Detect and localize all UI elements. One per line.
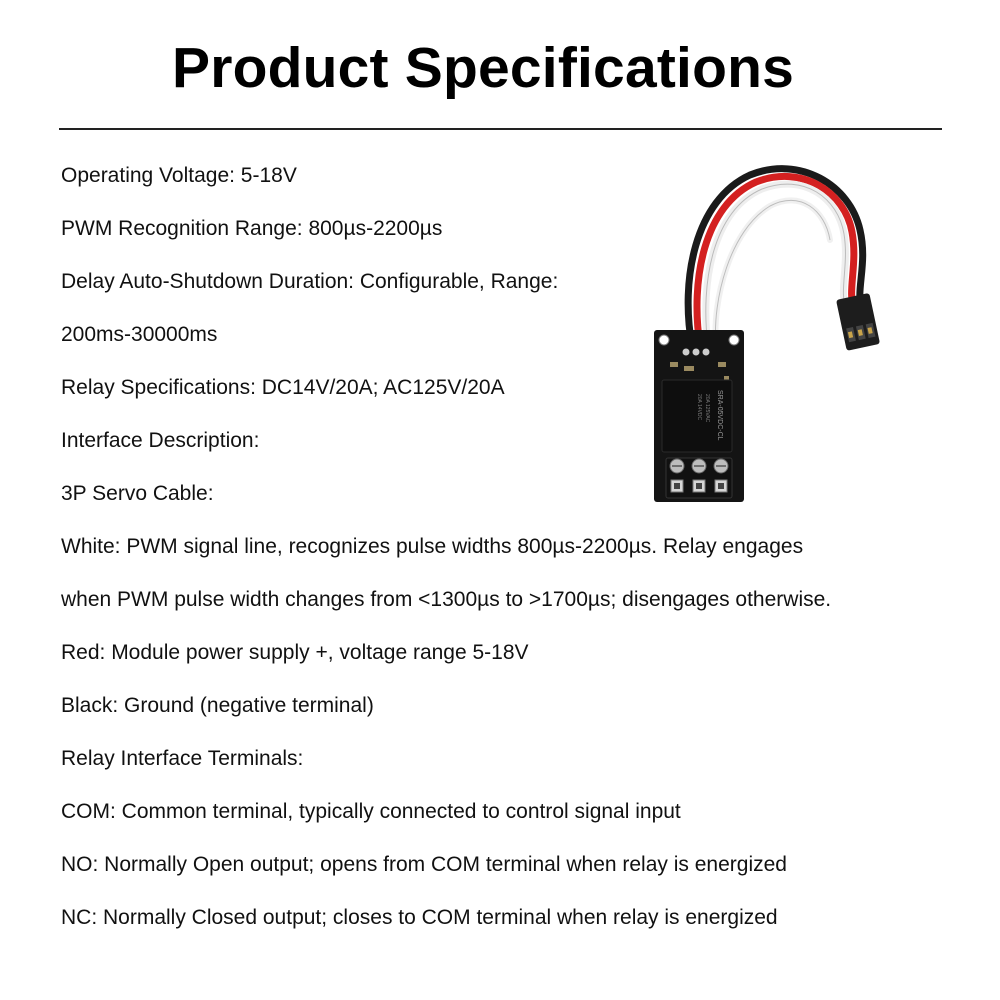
svg-text:SRA-05VDC-CL: SRA-05VDC-CL: [716, 390, 723, 441]
svg-text:20A 14VDC: 20A 14VDC: [696, 394, 702, 421]
svg-text:20A 125VAC: 20A 125VAC: [704, 394, 710, 423]
spec-nc-terminal: NC: Normally Closed output; closes to COM terminal when relay is energized: [61, 906, 778, 929]
spec-no-terminal: NO: Normally Open output; opens from COM terminal when relay is energized: [61, 853, 787, 876]
spec-white-wire-cont: when PWM pulse width changes from <1300µs to >1700µs; disengages otherwise.: [61, 588, 832, 611]
spec-delay-range: 200ms-30000ms: [61, 323, 218, 346]
spec-operating-voltage: Operating Voltage: 5-18V: [61, 164, 297, 187]
spec-relay-terminals-heading: Relay Interface Terminals:: [61, 747, 304, 770]
relay-board: [654, 330, 744, 502]
spec-red-wire: Red: Module power supply +, voltage range 5-18V: [61, 641, 529, 664]
spec-black-wire: Black: Ground (negative terminal): [61, 694, 374, 717]
spec-pwm-range: PWM Recognition Range: 800µs-2200µs: [61, 217, 443, 240]
spec-white-wire: White: PWM signal line, recognizes pulse widths 800µs-2200µs. Relay engages: [61, 535, 804, 558]
title-divider: [59, 128, 942, 130]
spec-com-terminal: COM: Common terminal, typically connected to control signal input: [61, 800, 681, 823]
page-title: Product Specifications: [171, 36, 795, 100]
spec-interface-heading: Interface Description:: [61, 429, 260, 452]
spec-relay: Relay Specifications: DC14V/20A; AC125V/20A: [61, 376, 505, 399]
servo-connector: [836, 293, 880, 351]
spec-servo-cable-heading: 3P Servo Cable:: [61, 482, 214, 505]
relay-module-image: [640, 140, 940, 520]
spec-delay-shutdown: Delay Auto-Shutdown Duration: Configurable, Range:: [61, 270, 559, 293]
